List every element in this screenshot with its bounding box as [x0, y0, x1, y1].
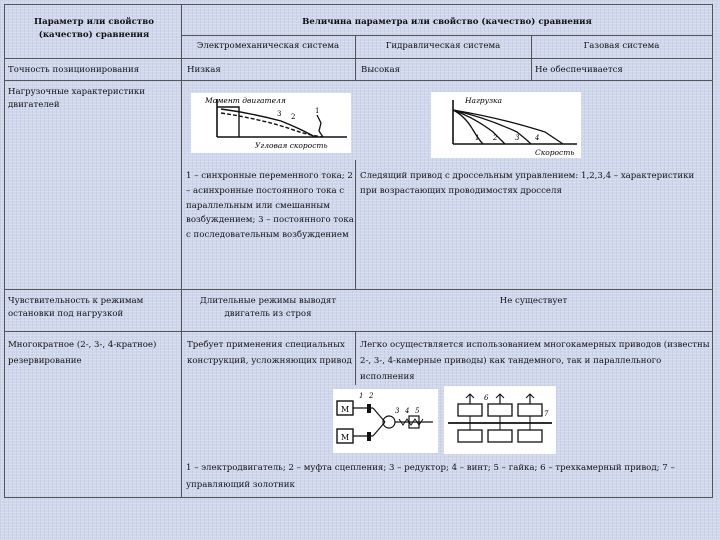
header-col-electro: Электромеханическая система: [196, 41, 340, 51]
param-column-divider: [181, 4, 182, 497]
hydraulic-chart-curve-3: 3: [515, 134, 520, 142]
redundancy-row-divider: [355, 331, 356, 385]
row-load-hydro-legend: Следящий привод с дроссельным управлением: 1,2,3,4 – характеристики при возрастающих проводимостях дросселя: [360, 171, 695, 196]
row-accuracy-gas: Не обеспечивается: [535, 65, 623, 75]
row-redundancy-legend: 1 – электродвигатель; 2 – муфта сцепления; 3 – редуктор; 4 – винт; 5 – гайка; 6 – трехкамерный привод; 7 – управляющий золотник: [186, 463, 675, 490]
diagram-part-7: 7: [544, 410, 549, 418]
hydraulic-chart-curve-2: 2: [493, 134, 498, 142]
table-bottom-border: [4, 497, 713, 498]
motor-symbol-bottom: М: [341, 433, 350, 442]
diagram-part-5: 5: [415, 407, 420, 415]
motor-chart-curve-2: 2: [291, 113, 296, 121]
diagram-part-1: 1: [359, 392, 364, 400]
row-redundancy-label: Многократное (2-, 3-, 4-кратное) резервирование: [8, 340, 157, 366]
table-top-border: [4, 4, 713, 5]
row-load-bottom: [4, 289, 713, 290]
header-col-hydro: Гидравлическая система: [385, 41, 501, 51]
header-subrow-divider: [181, 35, 713, 36]
table-left-border: [4, 4, 5, 497]
motor-chart-xlabel: Угловая скорость: [255, 141, 328, 150]
header-value-title: Величина параметра или свойство (качество) сравнения: [302, 17, 592, 27]
header-param-title: Параметр или свойство (качество) сравнения: [34, 17, 154, 40]
row-accuracy-bottom: [4, 80, 713, 81]
motor-chart-ylabel: Момент двигателя: [205, 96, 286, 105]
header-bottom-border: [4, 58, 713, 59]
row-sensitivity-electro: Длительные режимы выводят двигатель из строя: [199, 296, 337, 319]
header-col-gas: Газовая система: [583, 41, 660, 51]
hydraulic-load-chart: [431, 92, 581, 158]
hydraulic-chart-curve-1: 1: [475, 134, 480, 142]
row-accuracy-electro: Низкая: [187, 65, 221, 75]
row-load-electro-legend: 1 – синхронные переменного тока; 2 – асинхронные постоянного тока с параллельным или смешанным возбуждением; 3 – постоянного тока с последовательным возбуждением: [186, 171, 354, 241]
row-load-label: Нагрузочные характеристики двигателей: [8, 87, 146, 110]
diagram-part-3: 3: [395, 407, 400, 415]
load-row-divider: [355, 160, 356, 290]
table-right-border: [712, 4, 713, 497]
row-sensitivity-bottom: [4, 331, 713, 332]
row-accuracy-label: Точность позиционирования: [8, 65, 140, 75]
drive-diagram-right: [444, 386, 556, 454]
hydraulic-chart-ylabel: Нагрузка: [465, 96, 502, 105]
row-sensitivity-hydro-gas: Не существует: [499, 296, 568, 306]
motor-chart-curve-1: 1: [315, 107, 320, 115]
motor-load-chart: [191, 93, 351, 153]
motor-symbol-top: М: [341, 405, 350, 414]
row-accuracy-hydro: Высокая: [361, 65, 401, 75]
row-redundancy-hydro-gas: Легко осуществляется использованием многокамерных приводов (известны 2-, 3-, 4-камерные приводы) как тандемного, так и параллельного исполнения: [360, 340, 710, 382]
row-redundancy-electro: Требует применения специальных конструкций, усложняющих привод: [187, 340, 352, 366]
row-sensitivity-label: Чувствительность к режимам остановки под нагрузкой: [8, 296, 144, 319]
diagram-part-2: 2: [369, 392, 374, 400]
hydraulic-chart-curve-4: 4: [535, 134, 540, 142]
drive-diagram-left: [333, 389, 438, 453]
motor-chart-curve-3: 3: [277, 110, 282, 118]
diagram-part-6: 6: [484, 394, 489, 402]
hydraulic-chart-xlabel: Скорость: [535, 148, 575, 157]
diagram-part-4: 4: [405, 407, 410, 415]
